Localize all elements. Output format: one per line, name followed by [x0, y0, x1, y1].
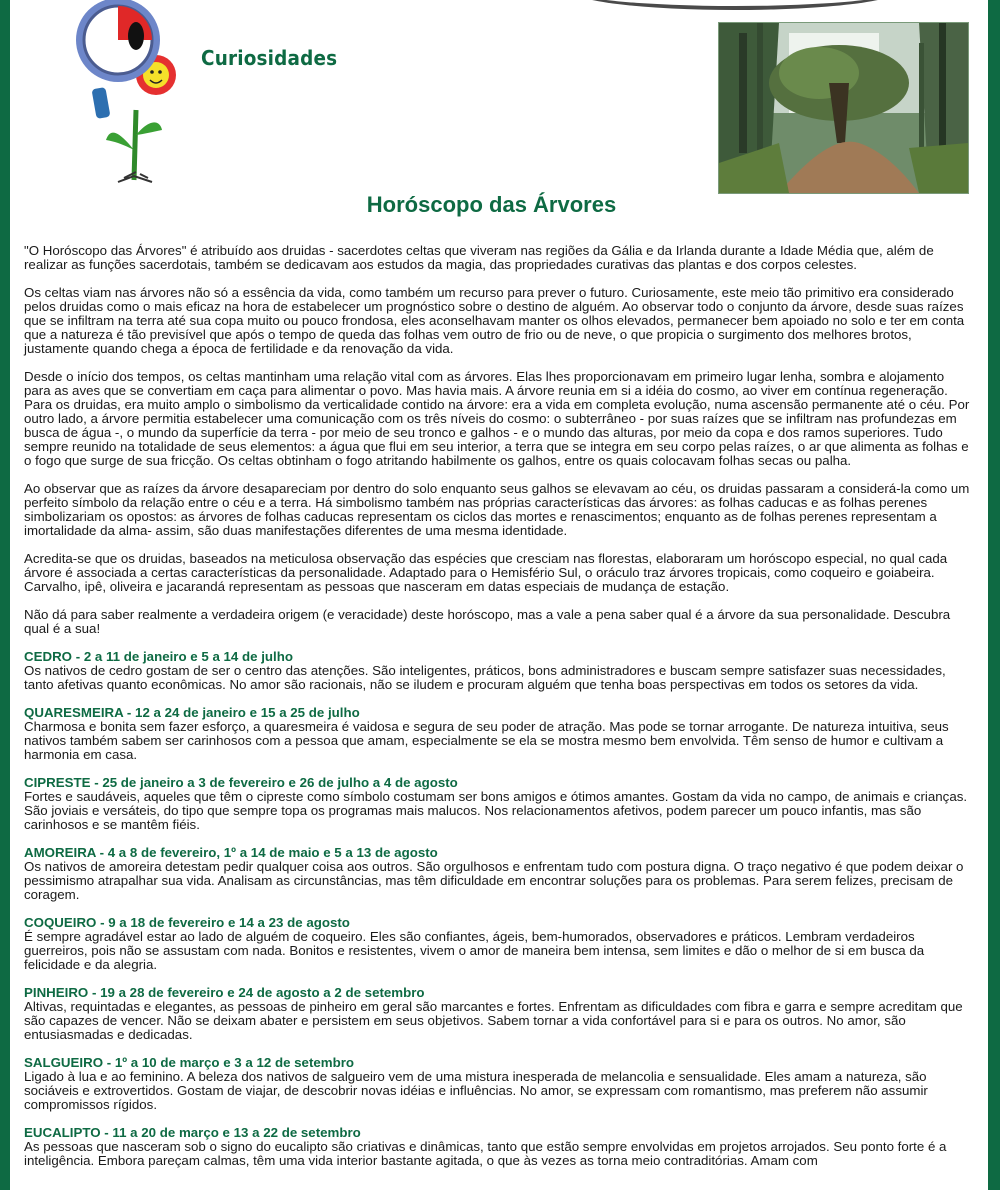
sign-title: QUARESMEIRA - 12 a 24 de janeiro e 15 a 25 de julho: [24, 705, 360, 720]
page: [10, 0, 988, 1190]
intro-paragraph: Os celtas viam nas árvores não só a essência da vida, como também um recurso para prever o futuro. Curiosamente, este meio tão primitivo era considerado pelos druidas como o mais eficaz na hora de estabelecer um prognóstico sobre o destino de alguém. Ao observar todo o conjunto da árvore, desde suas raízes que se infiltram na terra até sua copa muito ou pouco frondosa, eles aconselhavam manter os olhos elevados, permanecer bem apoiado no solo e ter em conta que a natureza é tão previsível que após o tempo de queda das folhas vem outro de frio ou de neve, o que propicia o surgimento dos melhores brotos, justamente quando chega a época de fertilidade e da renovação da vida.: [24, 285, 965, 356]
sign-entry: [24, 706, 970, 762]
sign-entry: [24, 986, 970, 1042]
sign-description: Altivas, requintadas e elegantes, as pessoas de pinheiro em geral são marcantes e fortes. Enfrentam as dificuldades com fibra e garra e sempre acreditam que são capazes de vencer. Não se deixam abater e persistem em seus objetivos. Sabem tornar a vida confortável para si e para os outros. No amor, são entusiasmadas e dedicadas.: [24, 999, 963, 1042]
sign-entry: [24, 916, 970, 972]
sign-description: Ligado à lua e ao feminino. A beleza dos nativos de salgueiro vem de uma mistura inesperada de melancolia e sensualidade. Eles amam a natureza, são sociáveis e extrovertidos. Gostam de viajar, de descobrir novas idéias e influências. No amor, se expressam com romantismo, mas preferem não assumir compromissos rígidos.: [24, 1069, 928, 1112]
sign-description: Os nativos de cedro gostam de ser o centro das atenções. São inteligentes, práticos, bons administradores e buscam sempre satisfazer suas necessidades, tanto afetivas quanto econômicas. No amor são racionais, não se iludem e procuram alguém que tenha boas perspectivas em todos os setores da vida.: [24, 663, 946, 692]
sign-description: Charmosa e bonita sem fazer esforço, a quaresmeira é vaidosa e segura de seu poder de atração. Mas pode se tornar arrogante. De natureza intuitiva, seus nativos também sabem ser carinhosos com a pessoa que amam, especialmente se ela se mostra mesmo bem envolvida. Têm senso de humor e cultivam a harmonia em casa.: [24, 719, 949, 762]
header-decoration: [570, 0, 900, 10]
sign-title: COQUEIRO - 9 a 18 de fevereiro e 14 a 23 de agosto: [24, 915, 350, 930]
forest-path-image: [718, 22, 969, 194]
sign-title: AMOREIRA - 4 a 8 de fevereiro, 1º a 14 de maio e 5 a 13 de agosto: [24, 845, 438, 860]
sign-entry: [24, 1126, 970, 1168]
sign-entry: [24, 846, 970, 902]
sign-title: SALGUEIRO - 1º a 10 de março e 3 a 12 de setembro: [24, 1055, 355, 1070]
article-title: Horóscopo das Árvores: [366, 192, 617, 217]
sign-title: CEDRO - 2 a 11 de janeiro e 5 a 14 de julho: [24, 649, 293, 664]
sign-title: PINHEIRO - 19 a 28 de fevereiro e 24 de agosto a 2 de setembro: [24, 985, 425, 1000]
sign-description: É sempre agradável estar ao lado de alguém de coqueiro. Eles são confiantes, ágeis, bem-humorados, observadores e práticos. Lembram verdadeiros guerreiros, pois não se assustam com nada. Bonitos e resistentes, vivem o amor de maneira bem intensa, sem limites e dão o melhor de si em busca da felicidade e da alegria.: [24, 929, 925, 972]
intro-paragraph: Desde o início dos tempos, os celtas mantinham uma relação vital com as árvores. Elas lhes proporcionavam em primeiro lugar lenha, sombra e alojamento para as aves que se convertiam em caça para alimentar o povo. Mas havia mais. A árvore reunia em si a idéia do cosmo, ao viver em contínua regeneração. Para os druidas, era muito amplo o simbolismo da verticalidade contido na árvore: era a vida em completa evolução, numa ascensão permanente até o céu. Por outro lado, a árvore permitia estabelecer uma comunicação com os três níveis do cosmo: o subterrâneo - por suas raízes que se infiltram nas profundezas em busca de água -, o mundo da superfície da terra - por meio de seu tronco e galhos - e o mundo das alturas, por meio da copa e dos ramos superiores. Tudo sempre reunido na totalidade de seus elementos: a água que flui em seu interior, a terra que se integra em seu corpo pelas raízes, o ar que alimenta as folhas e o fogo que surge de sua fricção. Os celtas obtinham o fogo atritando habilmente os galhos, entre os quais colocavam folhas secas ou palha.: [24, 369, 970, 468]
sign-entry: [24, 776, 970, 832]
sign-title: CIPRESTE - 25 de janeiro a 3 de fevereiro e 26 de julho a 4 de agosto: [24, 775, 458, 790]
intro-paragraph: Ao observar que as raízes da árvore desapareciam por dentro do solo enquanto seus galhos se elevavam ao céu, os druidas passaram a considerá-la como um perfeito símbolo da relação entre o céu e a terra. Há simbolismo também nas próprias características das árvores: as folhas caducas e as folhas perenes simbolizariam os opostos: as árvores de folhas caducas representam os ciclos das mortes e renascimentos; enquanto as de folhas perenes representam a imortalidade da alma- assim, são duas manifestações diferentes de uma mesma identidade.: [24, 481, 970, 538]
article-body: [24, 244, 970, 1182]
section-title: Curiosidades: [201, 46, 338, 70]
sign-entry: [24, 650, 970, 692]
sign-entry: [24, 1056, 970, 1112]
sign-description: Os nativos de amoreira detestam pedir qualquer coisa aos outros. São orgulhosos e enfrentam tudo com postura digna. O traço negativo é que podem deixar o pessimismo atrapalhar sua vida. Analisam as circunstâncias, mas têm dificuldade em encontrar soluções para os problemas. Para serem felizes, precisam de coragem.: [24, 859, 964, 902]
sign-title: EUCALIPTO - 11 a 20 de março e 13 a 22 de setembro: [24, 1125, 361, 1140]
sign-description: As pessoas que nasceram sob o signo do eucalipto são criativas e dinâmicas, tanto que estão sempre envolvidas em projetos arrojados. Seu ponto forte é a inteligência. Embora pareçam calmas, têm uma vida interior bastante agitada, o que às vezes as torna meio contraditórias. Amam com: [24, 1139, 947, 1168]
intro-paragraph: Acredita-se que os druidas, baseados na meticulosa observação das espécies que cresciam nas florestas, elaboraram um horóscopo especial, no qual cada árvore é associada a certas características da personalidade. Adaptado para o Hemisfério Sul, o oráculo traz árvores tropicais, como coqueiro e goiabeira. Carvalho, ipê, oliveira e jacarandá representam as pessoas que nasceram em datas especiais de mudança de estação.: [24, 551, 948, 594]
magnifier-mascot-icon: [48, 0, 178, 190]
intro-paragraph: Não dá para saber realmente a verdadeira origem (e veracidade) deste horóscopo, mas a vale a pena saber qual é a árvore da sua personalidade. Descubra qual é a sua!: [24, 607, 951, 636]
sign-description: Fortes e saudáveis, aqueles que têm o cipreste como símbolo costumam ser bons amigos e ótimos amantes. Gostam da vida no campo, de animais e crianças. São joviais e versáteis, do tipo que sempre topa os programas mais malucos. Nos relacionamentos afetivos, podem parecer um pouco infantis, mas são carinhosos e se mantêm fiéis.: [24, 789, 968, 832]
intro-paragraph: "O Horóscopo das Árvores" é atribuído aos druidas - sacerdotes celtas que viveram nas regiões da Gália e da Irlanda durante a Idade Média que, além de realizar as funções sacerdotais, também se dedicavam aos estudos da magia, das propriedades curativas das plantas e dos corpos celestes.: [24, 243, 934, 272]
